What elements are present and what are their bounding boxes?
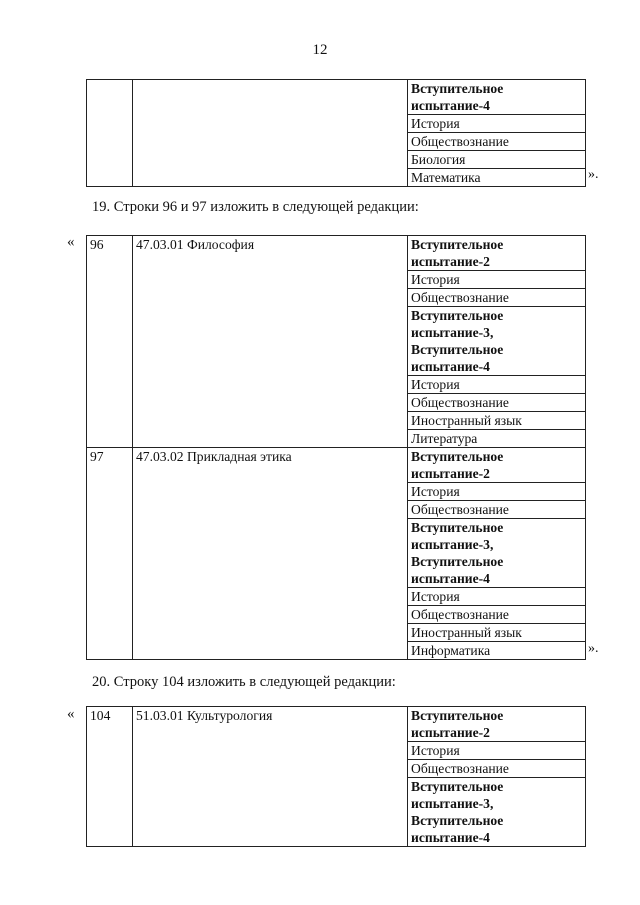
subject-cell: Иностранный язык (408, 412, 586, 430)
exam-block-label: Вступительное (408, 80, 586, 98)
subject-cell: История (408, 742, 586, 760)
closing-quote: ». (588, 167, 599, 182)
program-name: 47.03.01 Философия (133, 236, 408, 448)
row-number: 96 (87, 236, 133, 448)
program-name: 47.03.02 Прикладная этика (133, 448, 408, 660)
row-number: 97 (87, 448, 133, 660)
exam-block-label: Вступительное (408, 778, 586, 796)
subject-cell: Обществознание (408, 394, 586, 412)
exam-block-label: Вступительное (408, 812, 586, 829)
table-cell-num (87, 80, 133, 187)
subject-cell: История (408, 376, 586, 394)
subject-cell: Математика (408, 169, 586, 187)
subject-cell: Обществознание (408, 501, 586, 519)
table-cell-program (133, 80, 408, 187)
subject-cell: История (408, 271, 586, 289)
opening-quote: « (67, 706, 75, 722)
subject-cell: Биология (408, 151, 586, 169)
table-continuation (86, 79, 586, 187)
exam-block-label: Вступительное (408, 307, 586, 325)
program-name: 51.03.01 Культурология (133, 707, 408, 847)
subject-cell: История (408, 588, 586, 606)
exam-block-label: Вступительное (408, 448, 586, 466)
subject-cell: История (408, 115, 586, 133)
subject-cell: История (408, 483, 586, 501)
exam-block-label: Вступительное (408, 553, 586, 570)
closing-quote: ». (588, 641, 599, 656)
exam-block-label: испытание-3, (408, 536, 586, 553)
page-number: 12 (312, 42, 328, 58)
table-row (87, 448, 586, 466)
subject-cell: Обществознание (408, 760, 586, 778)
table-row (87, 236, 586, 254)
table-row-104 (86, 706, 586, 847)
table-row (87, 707, 586, 725)
subject-cell: Информатика (408, 642, 586, 660)
exam-block-label: испытание-2 (408, 253, 586, 271)
exam-block-label: испытание-3, (408, 324, 586, 341)
exam-block-label: Вступительное (408, 341, 586, 358)
subject-cell: Иностранный язык (408, 624, 586, 642)
table-rows-96-97 (86, 235, 586, 660)
exam-block-label: испытание-4 (408, 97, 586, 115)
exam-block-label: испытание-4 (408, 358, 586, 376)
row-number: 104 (87, 707, 133, 847)
opening-quote: « (67, 234, 75, 250)
subject-cell: Обществознание (408, 289, 586, 307)
exam-block-label: Вступительное (408, 707, 586, 725)
exam-block-label: испытание-2 (408, 465, 586, 483)
section-heading-19: 19. Строки 96 и 97 изложить в следующей редакции: (92, 199, 419, 215)
exam-block-label: испытание-3, (408, 795, 586, 812)
exam-block-label: Вступительное (408, 519, 586, 537)
exam-block-label: испытание-4 (408, 570, 586, 588)
section-heading-20: 20. Строку 104 изложить в следующей редакции: (92, 674, 396, 690)
exam-block-label: испытание-4 (408, 829, 586, 847)
exam-block-label: Вступительное (408, 236, 586, 254)
exam-block-label: испытание-2 (408, 724, 586, 742)
subject-cell: Обществознание (408, 133, 586, 151)
subject-cell: Обществознание (408, 606, 586, 624)
subject-cell: Литература (408, 430, 586, 448)
